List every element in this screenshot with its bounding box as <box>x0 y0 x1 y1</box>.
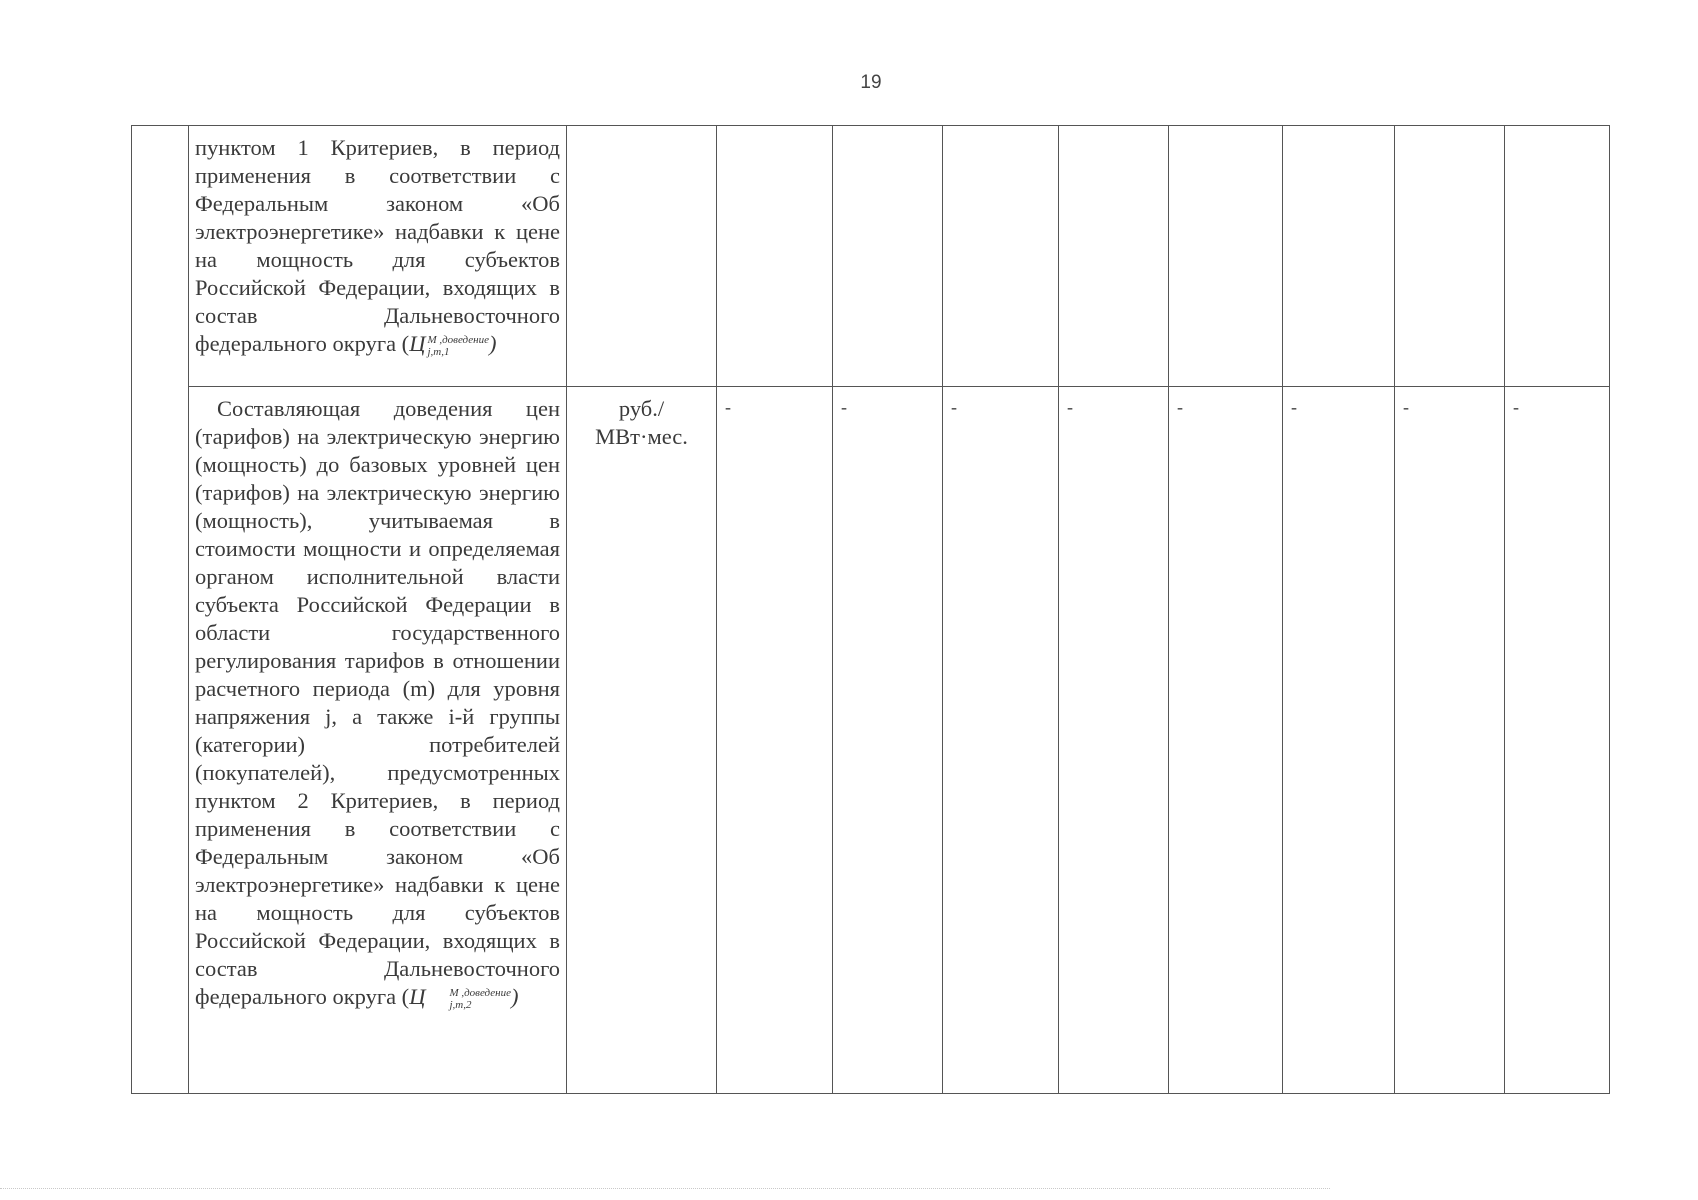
formula-close: ) <box>488 331 497 356</box>
formula-close: ) <box>510 984 519 1009</box>
scan-footer-line <box>0 1188 1330 1195</box>
formula-superscript: M ,доведение <box>427 333 489 346</box>
value-cell: - <box>1283 387 1395 1094</box>
description-cell <box>189 387 567 1094</box>
table-row <box>132 126 1610 387</box>
value-cell: - <box>833 387 943 1094</box>
value-cell <box>1169 126 1283 387</box>
tariff-table <box>131 125 1610 1094</box>
value-cell: - <box>943 387 1059 1094</box>
formula-subscript: j,m,1 <box>427 345 450 358</box>
value-cell <box>833 126 943 387</box>
formula-symbol: Ц <box>409 984 426 1009</box>
unit-line: МВт·мес. <box>595 424 688 449</box>
formula <box>409 331 496 356</box>
unit-line: руб./ <box>618 396 665 421</box>
value-cell <box>1395 126 1505 387</box>
value-cell <box>943 126 1059 387</box>
unit-cell <box>567 387 717 1094</box>
value-cell <box>1505 126 1610 387</box>
value-cell <box>1283 126 1395 387</box>
formula <box>409 984 518 1009</box>
description-text: Составляющая доведения цен (тарифов) на электрическую энергию (мощность) до базовых уровней цен (тарифов) на электрическую энергию (мощность), учитываемая в стоимости мощности и определяемая органом исполнительной власти субъекта Российской Федерации в области государственного регулирования тарифов в отношении расчетного периода (m) для уровня напряжения j, а также i-й группы (категории) потребителей (покупателей), предусмотренных пунктом 2 Критериев, в период применения в соответствии с Федеральным законом «Об электроэнергетике» надбавки к цене на мощность для субъектов Российской Федерации, входящих в состав Дальневосточного федерального округа ( <box>195 396 560 1009</box>
formula-superscript: M ,доведение <box>449 986 511 999</box>
value-cell <box>717 126 833 387</box>
value-cell <box>1059 126 1169 387</box>
value-cell: - <box>1395 387 1505 1094</box>
value-cell: - <box>1059 387 1169 1094</box>
value-cell: - <box>717 387 833 1094</box>
value-cell: - <box>1505 387 1610 1094</box>
description-cell <box>189 126 567 387</box>
unit-cell <box>567 126 717 387</box>
table-row <box>132 387 1610 1094</box>
formula-subscript: j,m,2 <box>449 998 472 1011</box>
formula-symbol: Ц <box>409 331 426 356</box>
row-number-cell <box>132 126 189 1094</box>
formula-indices <box>427 334 489 358</box>
value-cell: - <box>1169 387 1283 1094</box>
page-number: 19 <box>860 72 882 93</box>
description-text: пунктом 1 Критериев, в период применения в соответствии с Федеральным законом «Об электроэнергетике» надбавки к цене на мощность для субъектов Российской Федерации, входящих в состав Дальневосточного федерального округа ( <box>195 135 560 356</box>
formula-indices <box>427 987 511 1011</box>
